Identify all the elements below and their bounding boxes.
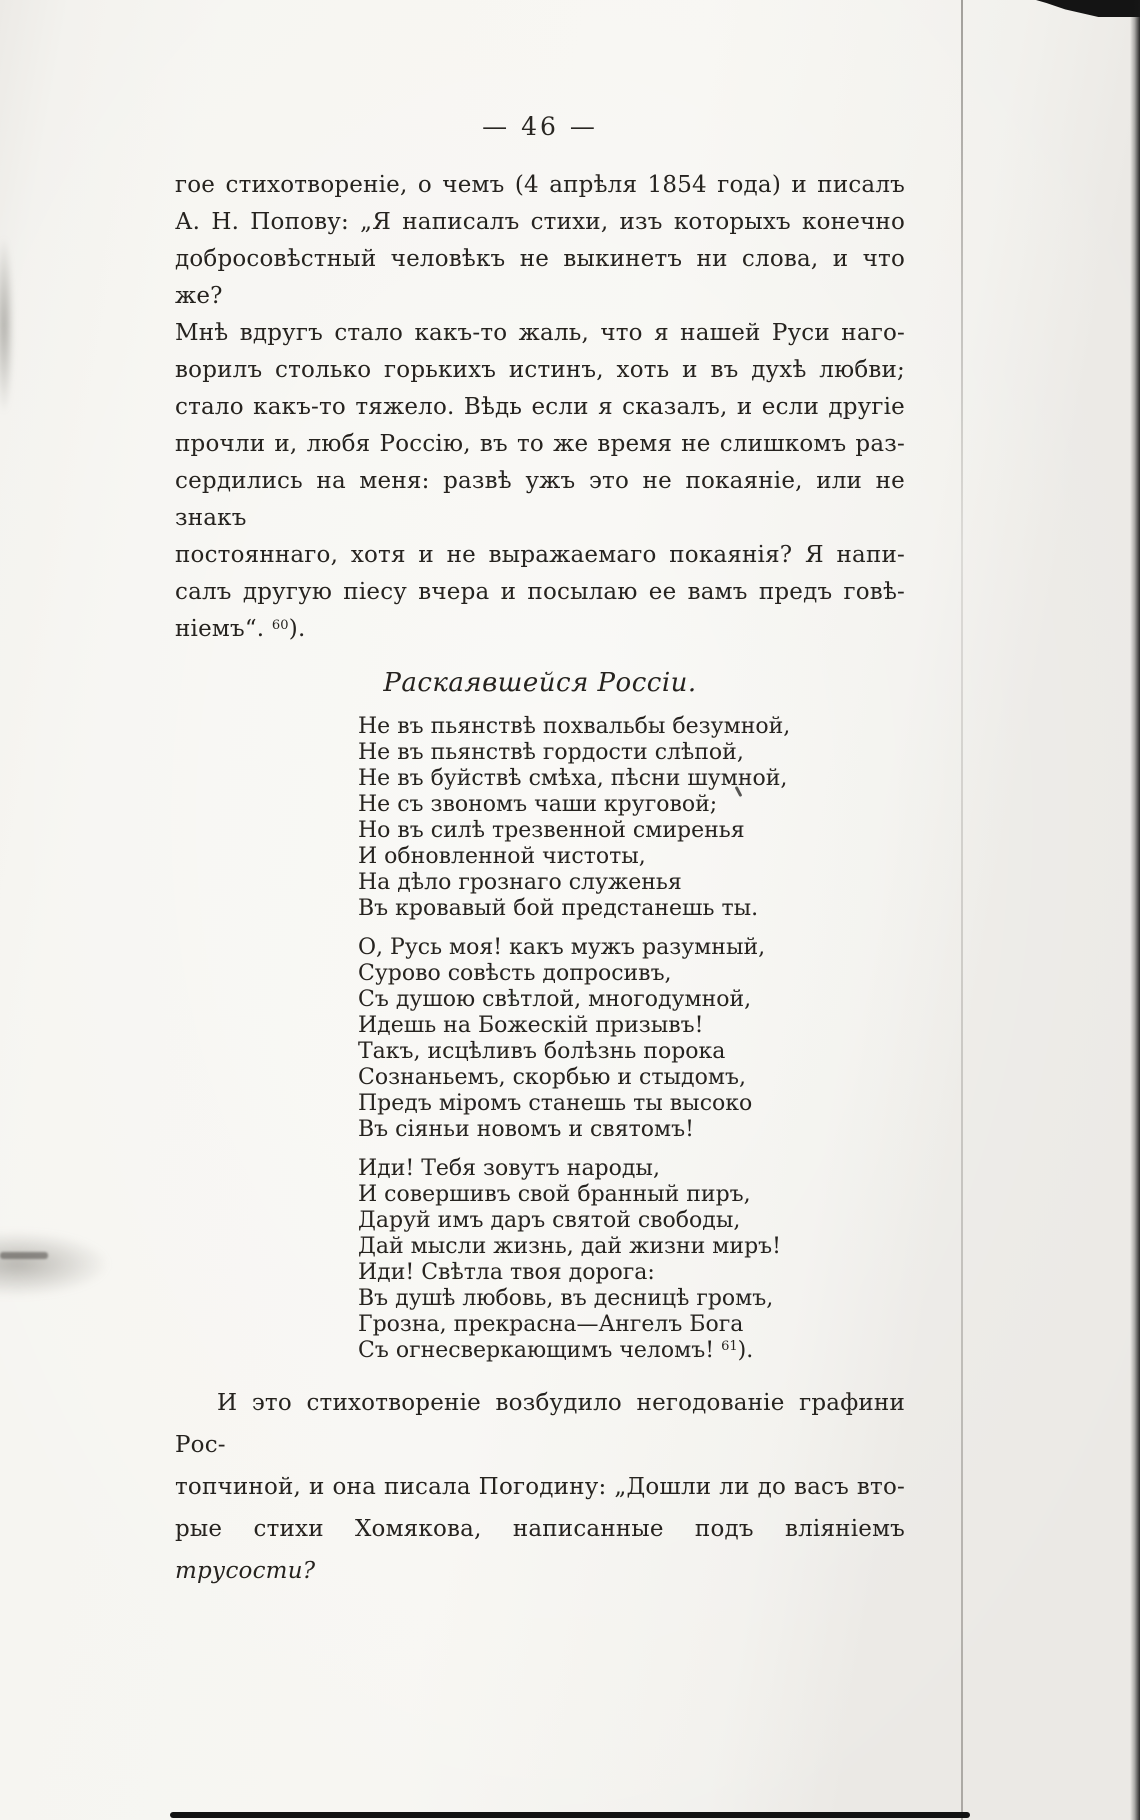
page-edge-line xyxy=(961,0,963,1820)
poem-line: На дѣло грознаго служенья xyxy=(358,870,682,895)
paragraph-2 xyxy=(175,1382,905,1592)
poem-line: Грозна, прекрасна—Ангелъ Бога xyxy=(358,1312,744,1337)
poem-line: Такъ, исцѣливъ болѣзнь порока xyxy=(358,1039,726,1064)
poem-line: Въ кровавый бой предстанешь ты. xyxy=(358,896,759,921)
text-column xyxy=(175,112,905,1592)
text-fragment: рые стихи Хомякова, написанные подъ вліяніемъ xyxy=(175,1516,905,1542)
footnote-ref-61: 61 xyxy=(721,1339,738,1354)
scan-smudge xyxy=(0,1252,48,1259)
scan-bottom-mark xyxy=(170,1812,970,1818)
poem-line: Иди! Свѣтла твоя дорога: xyxy=(358,1260,655,1285)
text-line: прочли и, любя Россію, въ то же время не слишкомъ раз- xyxy=(175,431,905,457)
text-line: топчиной, и она писала Погодину: „Дошли ли до васъ вто- xyxy=(175,1474,905,1500)
text-line xyxy=(175,1508,905,1592)
poem-title: Раскаявшейся Россіи. xyxy=(383,668,697,698)
poem-line: Сознаньемъ, скорбью и стыдомъ, xyxy=(358,1065,746,1090)
text-line: стало какъ-то тяжело. Вѣдь если я сказалъ, и если другіе xyxy=(175,394,905,420)
text-line: постояннаго, хотя и не выражаемаго покаянія? Я напи- xyxy=(175,542,905,568)
text-line: И это стихотвореніе возбудило негодованіе графини Рос- xyxy=(175,1390,905,1458)
poem-line: Сурово совѣсть допросивъ, xyxy=(358,961,672,986)
poem-line: Въ сіяньи новомъ и святомъ! xyxy=(358,1117,694,1142)
scan-smudge xyxy=(0,1232,108,1296)
text-line: гое стихотвореніе, о чемъ (4 апрѣля 1854 года) и писалъ xyxy=(175,172,905,198)
poem-line xyxy=(358,1338,905,1364)
poem-stanza-1 xyxy=(358,714,905,922)
text-line: Мнѣ вдругъ стало какъ-то жаль, что я нашей Руси наго- xyxy=(175,320,905,346)
poem-line: И совершивъ свой бранный пиръ, xyxy=(358,1182,751,1207)
poem-stanza-3 xyxy=(358,1156,905,1364)
footnote-ref-60: 60 xyxy=(271,618,289,633)
poem-line: Но въ силѣ трезвенной смиренья xyxy=(358,818,745,843)
text-line: салъ другую піесу вчера и посылаю ее вамъ предъ говѣ- xyxy=(175,579,905,605)
text-fragment: Съ огнесверкающимъ челомъ! xyxy=(358,1338,722,1363)
scan-edge-right xyxy=(1130,0,1140,1820)
poem-line: Не съ звономъ чаши круговой; xyxy=(358,792,718,817)
poem-line: Идешь на Божескій призывъ! xyxy=(358,1013,704,1038)
text-line: ворилъ столько горькихъ истинъ, хоть и въ духѣ любви; xyxy=(175,357,905,383)
poem-stanza-2 xyxy=(358,935,905,1143)
text-line: А. Н. Попову: „Я написалъ стихи, изъ которыхъ конечно xyxy=(175,209,905,235)
poem-line: Даруй имъ даръ святой свободы, xyxy=(358,1208,741,1233)
poem-line: О, Русь моя! какъ мужъ разумный, xyxy=(358,935,766,960)
poem-line: Не въ буйствѣ смѣха, пѣсни шумной, xyxy=(358,766,788,791)
page-number: — 46 — xyxy=(482,112,598,141)
italic-word: трусости? xyxy=(175,1558,316,1584)
scan-smudge xyxy=(0,235,14,415)
scan-corner-mark xyxy=(1036,0,1140,17)
text-line: добросовѣстный человѣкъ не выкинетъ ни слова, и что же? xyxy=(175,246,905,309)
text-line xyxy=(175,611,905,648)
paragraph-1 xyxy=(175,167,905,648)
text-fragment: ніемъ“. xyxy=(175,616,272,642)
poem-line: Не въ пьянствѣ гордости слѣпой, xyxy=(358,740,744,765)
poem-line: Въ душѣ любовь, въ десницѣ громъ, xyxy=(358,1286,774,1311)
poem-line: Предъ міромъ станешь ты высоко xyxy=(358,1091,753,1116)
text-fragment: ). xyxy=(288,616,306,642)
poem-line: Съ душою свѣтлой, многодумной, xyxy=(358,987,752,1012)
text-line: сердились на меня: развѣ ужъ это не покаяніе, или не знакъ xyxy=(175,468,905,531)
poem-line: И обновленной чистоты, xyxy=(358,844,646,869)
poem-line: Иди! Тебя зовутъ народы, xyxy=(358,1156,660,1181)
poem-line: Дай мысли жизнь, дай жизни миръ! xyxy=(358,1234,781,1259)
poem-line: Не въ пьянствѣ похвальбы безумной, xyxy=(358,714,791,739)
text-fragment: ). xyxy=(737,1338,754,1363)
